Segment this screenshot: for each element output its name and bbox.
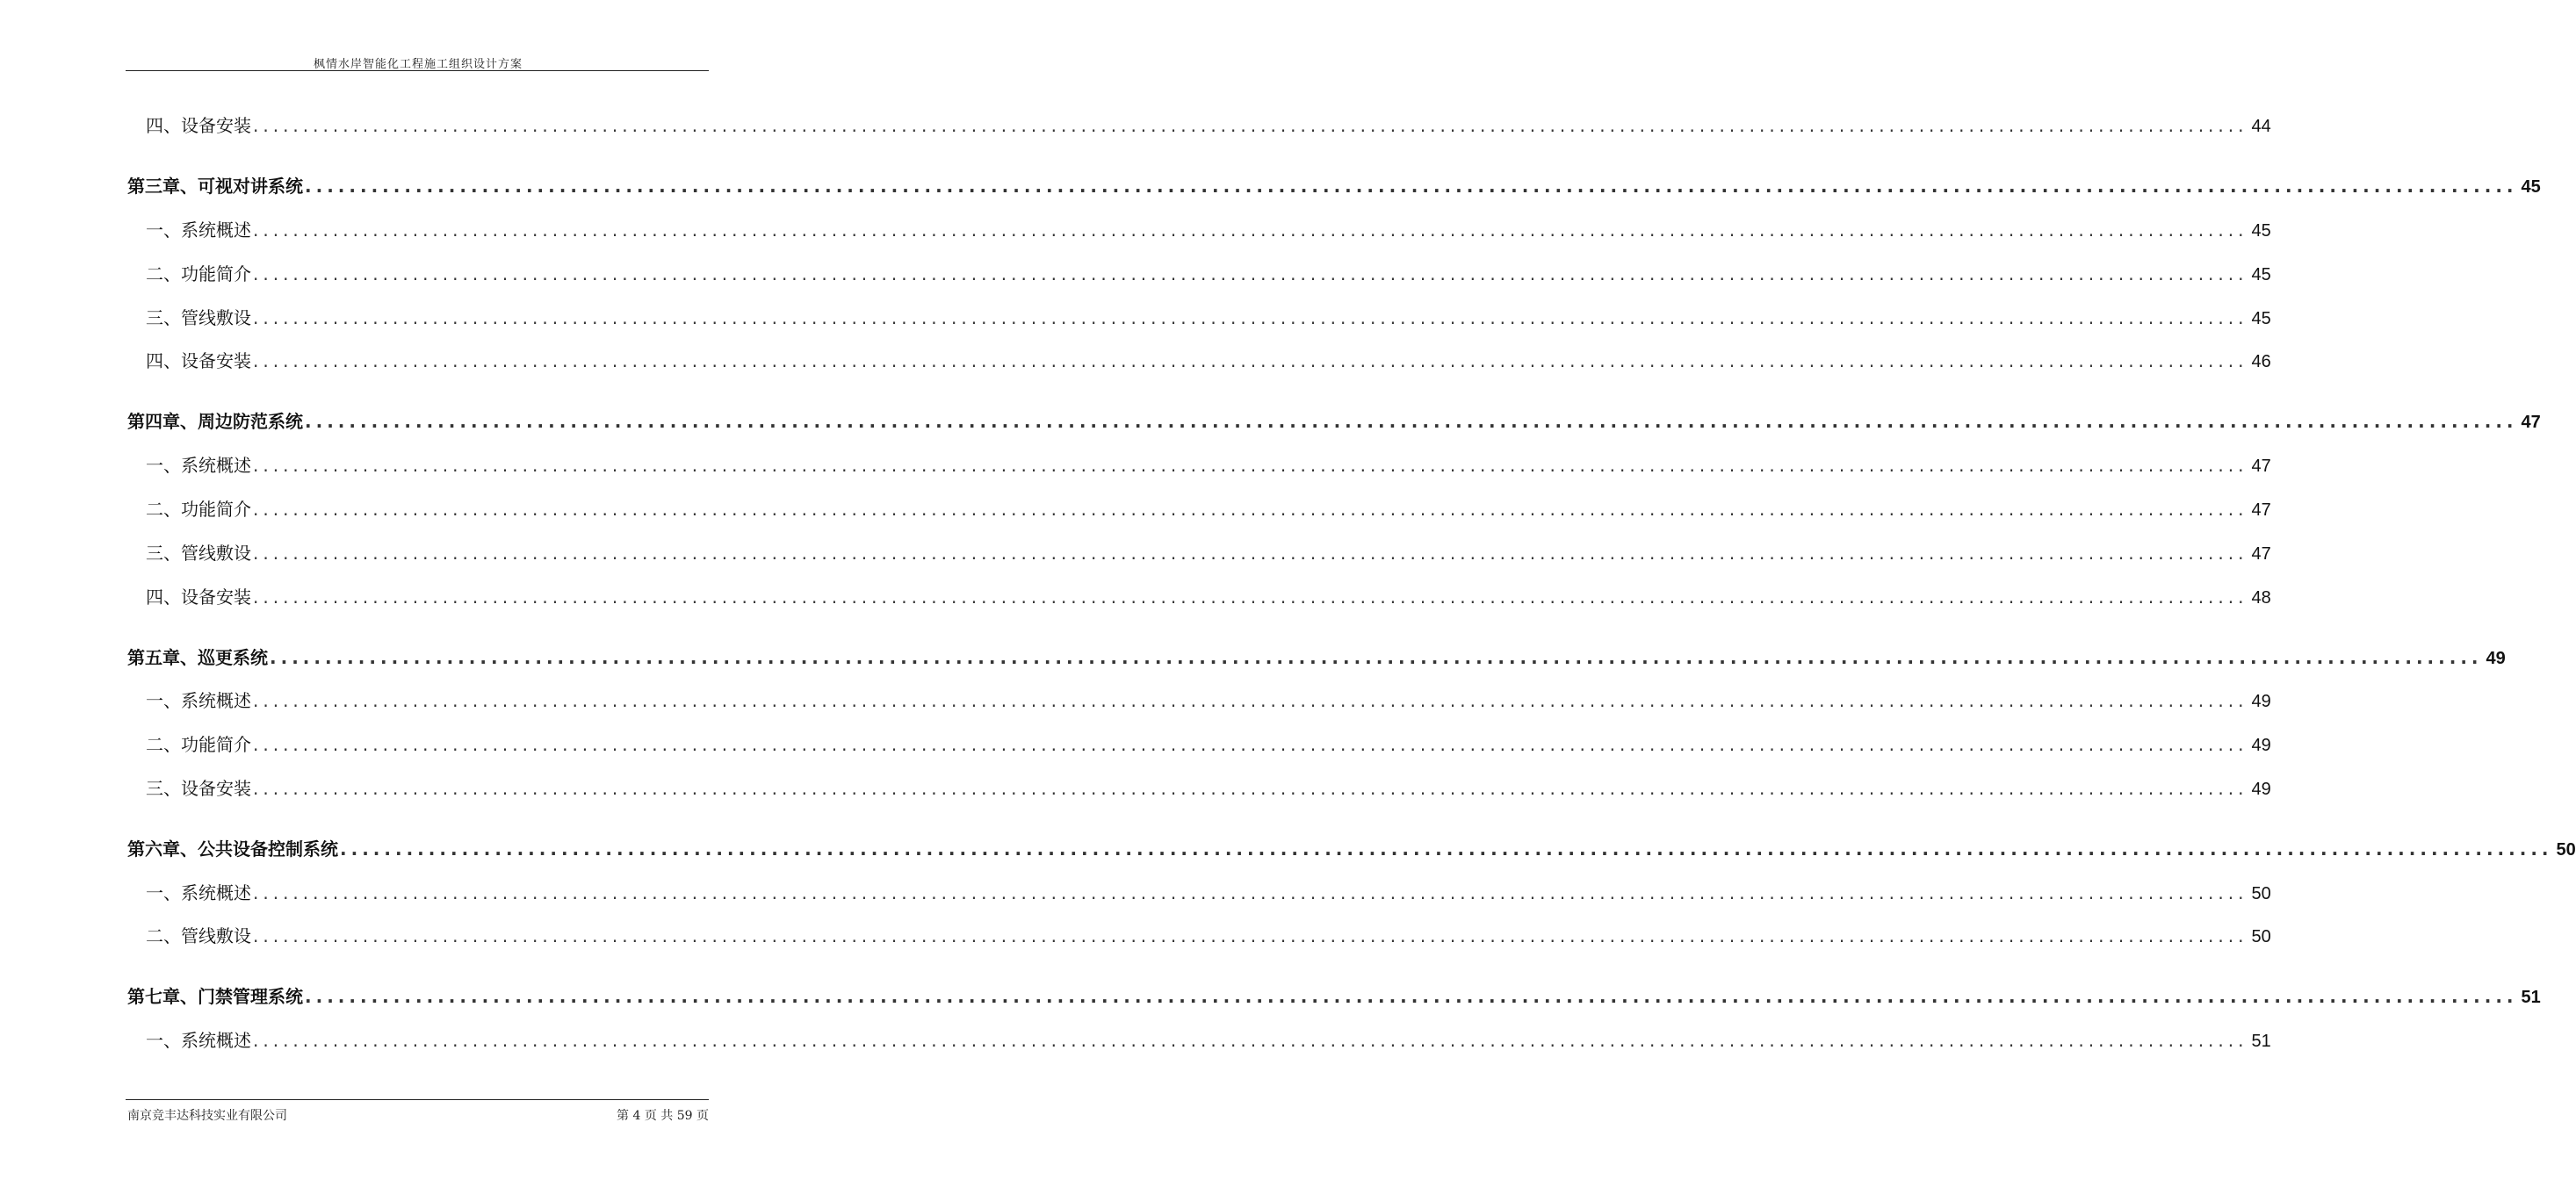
toc-entry-label: 一、系统概述 <box>146 1030 251 1051</box>
toc-entry[interactable] <box>146 1026 2271 1052</box>
toc-entry[interactable] <box>146 583 2271 608</box>
toc-leader-dots: ........................................................................................................................................................................................................ <box>253 115 2248 136</box>
toc-chapter[interactable] <box>127 835 2576 860</box>
toc-entry[interactable] <box>146 216 2271 241</box>
toc-leader-dots: ........................................................................................................................................................................................................ <box>253 307 2248 328</box>
toc-entry[interactable] <box>146 687 2271 712</box>
toc-entry-label: 二、功能简介 <box>146 734 251 755</box>
toc-leader-dots: ........................................................................................................................................................................................................ <box>253 219 2248 241</box>
toc-entry[interactable] <box>146 539 2271 565</box>
toc-chapter[interactable] <box>127 172 2541 198</box>
toc-entry-page: 47 <box>2251 457 2271 476</box>
toc-entry[interactable] <box>146 922 2271 947</box>
toc-leader-dots: ........................................................................................................................................................................................................ <box>253 543 2248 564</box>
toc-entry[interactable] <box>146 730 2271 756</box>
toc-leader-dots: ........................................................................................................................................................................................................ <box>253 350 2248 371</box>
toc-entry-page: 47 <box>2251 544 2271 564</box>
toc-chapter-label: 第四章、周边防范系统 <box>127 411 303 432</box>
toc-chapter-label: 第三章、可视对讲系统 <box>127 176 303 197</box>
toc-entry[interactable] <box>146 260 2271 285</box>
toc-entry-page: 48 <box>2251 588 2271 608</box>
toc-entry[interactable] <box>146 347 2271 372</box>
page-number: 第 4 页 共 59 页 <box>617 1109 709 1123</box>
toc-entry-label: 一、系统概述 <box>146 455 251 476</box>
toc-chapter[interactable] <box>127 644 2506 669</box>
toc-entry-page: 45 <box>2251 265 2271 284</box>
toc-leader-dots: ........................................................................................................................................................................................................ <box>253 1030 2248 1051</box>
toc-chapter[interactable] <box>127 982 2541 1008</box>
toc-leader-dots: ........................................................................................................................................................................................................ <box>305 411 2518 432</box>
toc-leader-dots: ........................................................................................................................................................................................................ <box>253 925 2248 946</box>
toc-entry-label: 二、管线敷设 <box>146 925 251 946</box>
toc-entry-page: 45 <box>2251 221 2271 241</box>
toc-entry-label: 二、功能简介 <box>146 263 251 284</box>
toc-chapter-page: 50 <box>2556 840 2576 860</box>
toc-leader-dots: ........................................................................................................................................................................................................ <box>253 882 2248 903</box>
toc-entry-page: 45 <box>2251 309 2271 328</box>
toc-entry-label: 三、设备安装 <box>146 778 251 799</box>
toc-chapter-page: 45 <box>2521 177 2541 197</box>
toc-entry-page: 51 <box>2251 1032 2271 1051</box>
toc-leader-dots: ........................................................................................................................................................................................................ <box>253 455 2248 476</box>
toc-chapter[interactable] <box>127 407 2541 433</box>
toc-chapter-page: 51 <box>2521 988 2541 1007</box>
toc-chapter-page: 49 <box>2486 649 2506 668</box>
document-title: 枫情水岸智能化工程施工组织设计方案 <box>313 58 523 71</box>
toc-leader-dots: ........................................................................................................................................................................................................ <box>253 734 2248 755</box>
toc-entry-label: 一、系统概述 <box>146 690 251 711</box>
toc-entry-label: 四、设备安装 <box>146 350 251 371</box>
toc-entry-page: 50 <box>2251 927 2271 946</box>
toc-entry-page: 49 <box>2251 736 2271 755</box>
toc-entry-page: 44 <box>2251 117 2271 136</box>
toc-entry-page: 46 <box>2251 352 2271 371</box>
toc-entry-page: 47 <box>2251 500 2271 520</box>
toc-entry-label: 四、设备安装 <box>146 115 251 136</box>
toc-entry-label: 四、设备安装 <box>146 586 251 608</box>
toc-entry-label: 一、系统概述 <box>146 219 251 241</box>
company-name: 南京竞丰达科技实业有限公司 <box>127 1109 287 1123</box>
toc-leader-dots: ........................................................................................................................................................................................................ <box>253 690 2248 711</box>
toc-leader-dots: ........................................................................................................................................................................................................ <box>305 176 2518 197</box>
toc-leader-dots: ........................................................................................................................................................................................................ <box>253 778 2248 799</box>
toc-entry-page: 49 <box>2251 692 2271 711</box>
toc-leader-dots: ........................................................................................................................................................................................................ <box>253 586 2248 608</box>
toc-chapter-label: 第五章、巡更系统 <box>127 647 268 668</box>
toc-entry[interactable] <box>146 774 2271 800</box>
toc-leader-dots: ........................................................................................................................................................................................................ <box>340 838 2553 860</box>
toc-leader-dots: ........................................................................................................................................................................................................ <box>305 986 2518 1007</box>
toc-entry-label: 三、管线敷设 <box>146 543 251 564</box>
toc-entry[interactable] <box>146 879 2271 904</box>
toc-leader-dots: ........................................................................................................................................................................................................ <box>253 263 2248 284</box>
toc-entry-label: 三、管线敷设 <box>146 307 251 328</box>
toc-entry-page: 50 <box>2251 884 2271 903</box>
toc-entry[interactable] <box>146 451 2271 477</box>
toc-chapter-label: 第七章、门禁管理系统 <box>127 986 303 1007</box>
toc-entry[interactable] <box>146 495 2271 521</box>
toc-entry-label: 二、功能简介 <box>146 499 251 520</box>
toc-entry[interactable] <box>146 112 2271 137</box>
toc-entry[interactable] <box>146 304 2271 329</box>
footer-divider <box>126 1099 709 1100</box>
toc-leader-dots: ........................................................................................................................................................................................................ <box>270 647 2483 668</box>
toc-chapter-page: 47 <box>2521 413 2541 432</box>
toc-entry-label: 一、系统概述 <box>146 882 251 903</box>
toc-chapter-label: 第六章、公共设备控制系统 <box>127 838 338 860</box>
toc-leader-dots: ........................................................................................................................................................................................................ <box>253 499 2248 520</box>
toc-entry-page: 49 <box>2251 780 2271 799</box>
